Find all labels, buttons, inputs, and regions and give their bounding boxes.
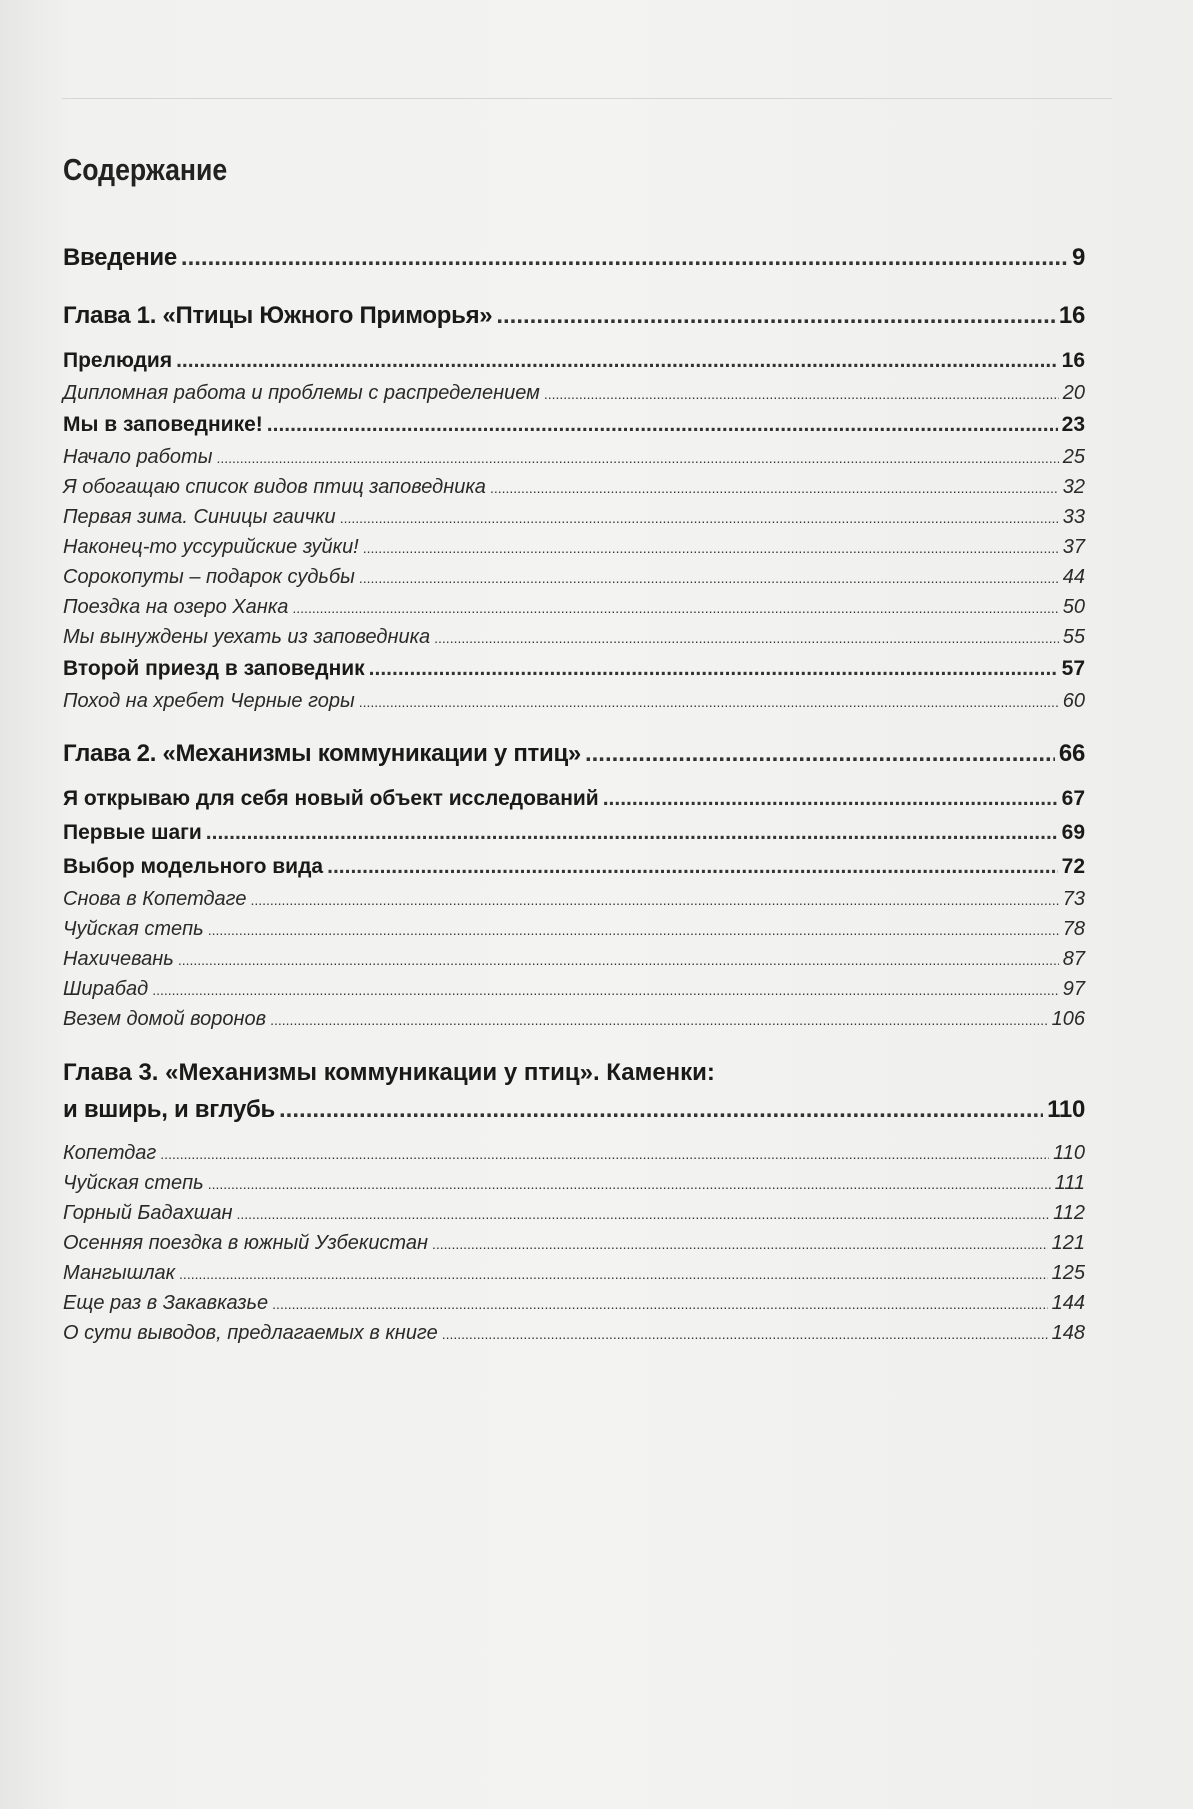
entry-page: 50 <box>1062 596 1085 618</box>
entry-page: 121 <box>1051 1232 1085 1254</box>
entry-page: 16 <box>1058 302 1085 329</box>
dot-leader <box>178 945 1059 975</box>
entry-page: 144 <box>1051 1292 1085 1314</box>
toc-entry-section[interactable] <box>63 850 1085 884</box>
entry-page: 57 <box>1061 657 1085 680</box>
dot-leader <box>585 736 1055 772</box>
dot-leader <box>176 344 1058 378</box>
dot-leader <box>340 503 1059 533</box>
dot-leader <box>363 533 1059 563</box>
dot-leader <box>272 1289 1047 1319</box>
entry-label: Глава 2. «Механизмы коммуникации у птиц» <box>63 740 581 767</box>
entry-page: 25 <box>1062 446 1085 468</box>
bleed-through-header <box>62 84 1112 99</box>
toc-entry-subsection[interactable] <box>63 1004 1085 1034</box>
entry-label: Сорокопуты – подарок судьбы <box>63 566 355 588</box>
entry-label: Нахичевань <box>63 948 174 970</box>
toc-entry-subsection[interactable] <box>63 1198 1085 1228</box>
toc-entry-subsection[interactable] <box>63 622 1085 652</box>
dot-leader <box>270 1005 1048 1035</box>
entry-label: Ширабад <box>63 978 149 1000</box>
dot-leader <box>327 850 1058 884</box>
entry-page: 20 <box>1062 382 1085 404</box>
dot-leader <box>208 915 1059 945</box>
dot-leader <box>208 1169 1051 1199</box>
entry-page: 87 <box>1062 948 1085 970</box>
entry-page: 9 <box>1071 244 1085 271</box>
entry-label: Первые шаги <box>63 821 202 844</box>
toc-entry-subsection[interactable] <box>63 472 1085 502</box>
dot-leader <box>216 443 1058 473</box>
entry-label: Первая зима. Синицы гаички <box>63 506 336 528</box>
toc-entry-section[interactable] <box>63 408 1085 442</box>
toc-entry-section[interactable] <box>63 816 1085 850</box>
entry-page: 112 <box>1053 1202 1085 1224</box>
toc-entry-subsection[interactable] <box>63 914 1085 944</box>
toc-entry-section[interactable] <box>63 782 1085 816</box>
entry-label: Копетдаг <box>63 1142 157 1164</box>
dot-leader <box>206 816 1058 850</box>
dot-leader <box>434 623 1059 653</box>
dot-leader <box>179 1259 1048 1289</box>
dot-leader <box>250 885 1058 915</box>
entry-page: 69 <box>1061 821 1085 844</box>
entry-page: 78 <box>1062 918 1085 940</box>
entry-label: Поездка на озеро Ханка <box>63 596 289 618</box>
dot-leader <box>181 240 1068 276</box>
dot-leader <box>442 1319 1048 1349</box>
entry-page: 55 <box>1062 626 1085 648</box>
dot-leader <box>359 563 1059 593</box>
toc-entry-subsection[interactable] <box>63 532 1085 562</box>
entry-page: 110 <box>1053 1142 1085 1164</box>
entry-page: 67 <box>1061 787 1085 810</box>
toc-entry-section[interactable] <box>63 344 1085 378</box>
dot-leader <box>279 1092 1043 1128</box>
entry-label: Мы в заповеднике! <box>63 413 263 436</box>
toc-entry-subsection[interactable] <box>63 884 1085 914</box>
toc-entry-subsection[interactable] <box>63 502 1085 532</box>
entry-page: 106 <box>1051 1008 1085 1030</box>
dot-leader <box>369 652 1058 686</box>
toc-entry-chapter-2[interactable] <box>63 736 1085 772</box>
dot-leader <box>292 593 1058 623</box>
toc-entry-section[interactable] <box>63 652 1085 686</box>
dot-leader <box>267 408 1058 442</box>
toc-entry-intro[interactable] <box>63 240 1085 276</box>
entry-label: Везем домой воронов <box>63 1008 267 1030</box>
entry-page: 111 <box>1054 1172 1085 1194</box>
toc-entry-subsection[interactable] <box>63 1258 1085 1288</box>
entry-label: Второй приезд в заповедник <box>63 657 365 680</box>
entry-page: 97 <box>1062 978 1085 1000</box>
entry-page: 37 <box>1062 536 1085 558</box>
toc-entry-subsection[interactable] <box>63 1318 1085 1348</box>
entry-page: 110 <box>1047 1096 1085 1123</box>
entry-page: 44 <box>1062 566 1085 588</box>
entry-label: Глава 1. «Птицы Южного Приморья» <box>63 302 493 329</box>
toc-entry-subsection[interactable] <box>63 944 1085 974</box>
entry-label: Снова в Копетдаге <box>63 888 247 910</box>
dot-leader <box>236 1199 1049 1229</box>
entry-page: 32 <box>1062 476 1085 498</box>
entry-label: Мы вынуждены уехать из заповедника <box>63 626 431 648</box>
dot-leader <box>603 782 1058 816</box>
entry-page: 60 <box>1062 690 1085 712</box>
dot-leader <box>432 1229 1048 1259</box>
toc-entry-chapter-1[interactable] <box>63 298 1085 334</box>
dot-leader <box>490 473 1059 503</box>
dot-leader <box>152 975 1059 1005</box>
entry-label: Чуйская степь <box>63 918 204 940</box>
entry-label: Чуйская степь <box>63 1172 204 1194</box>
dot-leader <box>359 687 1059 717</box>
entry-page: 125 <box>1051 1262 1085 1284</box>
entry-label: Выбор модельного вида <box>63 855 324 878</box>
entry-label-line-1: Глава 3. «Механизмы коммуникации у птиц». Каменки: <box>63 1059 715 1086</box>
dot-leader <box>160 1139 1049 1169</box>
entry-label: Осенняя поездка в южный Узбекистан <box>63 1232 428 1254</box>
table-of-contents <box>63 150 1085 1348</box>
toc-entry-subsection[interactable] <box>63 1228 1085 1258</box>
toc-entry-subsection[interactable] <box>63 1168 1085 1198</box>
entry-label: Я открываю для себя новый объект исследований <box>63 787 599 810</box>
toc-entry-subsection[interactable] <box>63 378 1085 408</box>
entry-label: О сути выводов, предлагаемых в книге <box>63 1322 438 1344</box>
entry-label-line-2: и вширь, и вглубь <box>63 1096 276 1123</box>
entry-label: Поход на хребет Черные горы <box>63 690 355 712</box>
entry-page: 23 <box>1061 413 1085 436</box>
toc-entry-subsection[interactable] <box>63 442 1085 472</box>
toc-entry-subsection[interactable] <box>63 562 1085 592</box>
entry-page: 73 <box>1062 888 1085 910</box>
entry-label: Дипломная работа и проблемы с распределением <box>63 382 540 404</box>
entry-label: Горный Бадахшан <box>63 1202 233 1224</box>
entry-label: Введение <box>63 244 177 271</box>
dot-leader <box>496 298 1055 334</box>
toc-entry-subsection[interactable] <box>63 1288 1085 1318</box>
entry-label: Я обогащаю список видов птиц заповедника <box>63 476 486 498</box>
toc-title: Содержание <box>63 152 228 187</box>
entry-label: Наконец-то уссурийские зуйки! <box>63 536 359 558</box>
entry-label: Мангышлак <box>63 1262 176 1284</box>
entry-page: 66 <box>1058 740 1085 767</box>
toc-entry-subsection[interactable] <box>63 686 1085 716</box>
toc-entry-subsection[interactable] <box>63 974 1085 1004</box>
toc-entry-chapter-3[interactable] <box>63 1054 1085 1128</box>
entry-label: Еще раз в Закавказье <box>63 1292 269 1314</box>
entry-page: 16 <box>1061 349 1085 372</box>
entry-page: 72 <box>1061 855 1085 878</box>
dot-leader <box>544 379 1059 409</box>
entry-page: 33 <box>1062 506 1085 528</box>
entry-label: Прелюдия <box>63 349 173 372</box>
entry-page: 148 <box>1051 1322 1085 1344</box>
toc-entry-subsection[interactable] <box>63 592 1085 622</box>
toc-entry-subsection[interactable] <box>63 1138 1085 1168</box>
entry-label: Начало работы <box>63 446 213 468</box>
